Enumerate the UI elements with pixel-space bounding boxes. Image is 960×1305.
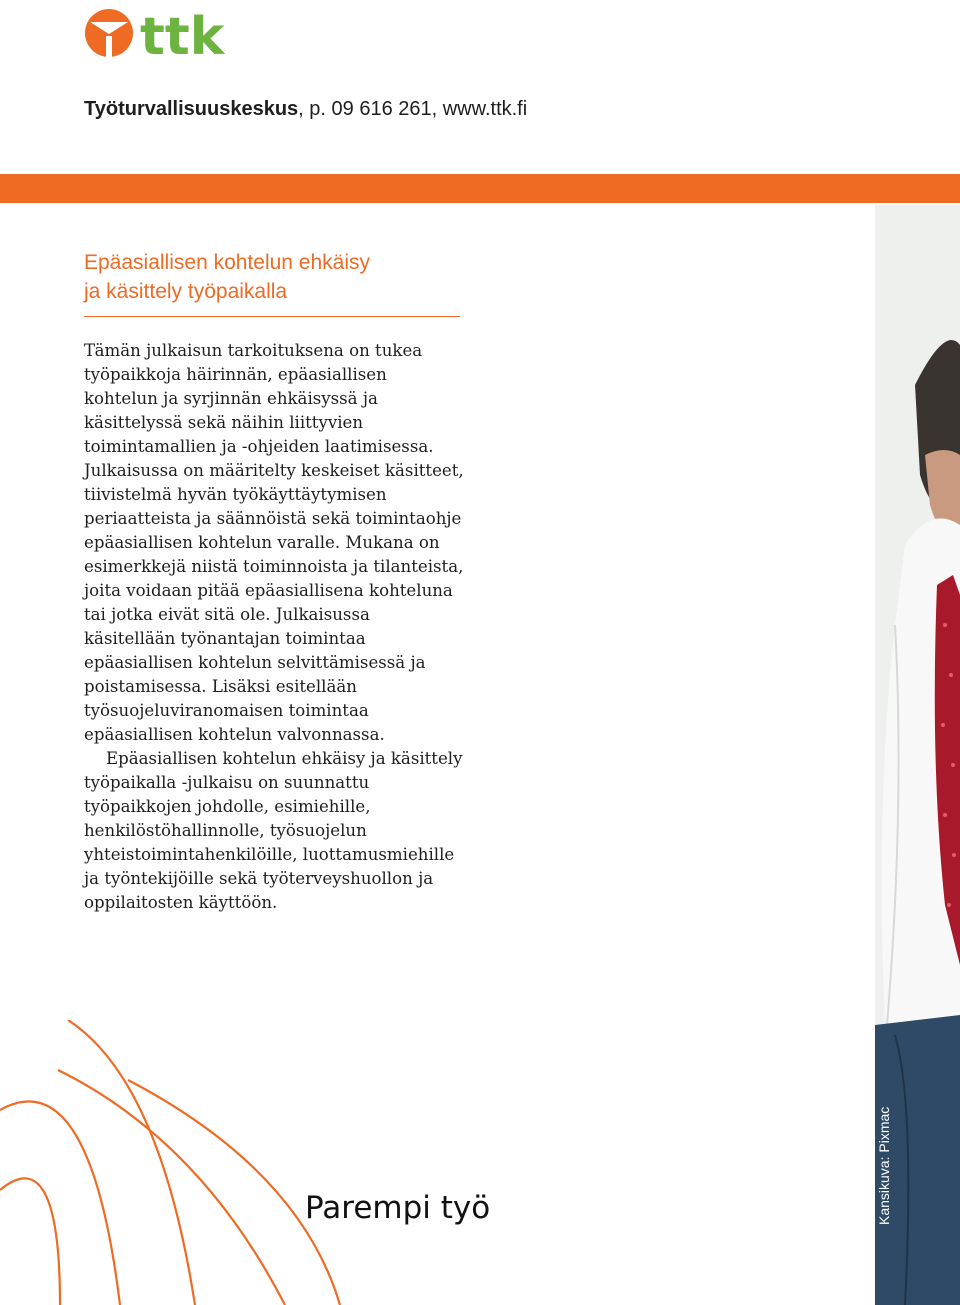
logo-wordmark: ttk [140,7,225,62]
description [84,339,464,915]
arc-3 [68,1020,195,1305]
ttk-logo-mark [84,6,234,62]
photo-credit: Kansikuva: Pixmac [876,1106,892,1225]
contact-line [84,98,527,121]
decorative-arcs [0,1020,480,1305]
arc-2 [0,1178,60,1305]
publication-title [84,248,484,306]
title-line-2: ja käsittely työpaikalla [84,280,288,303]
description-paragraph-2: Epäasiallisen kohtelun ehkäisy ja käsittely työpaikalla -julkaisu on suunnattu työpaikkojen johdolle, esimiehille, henkilöstöhallinnolle, työsuojelun yhteistoimintahenkilöille, luottamusmiehille ja työntekijöille sekä työterveyshuollon ja oppilaitosten käyttöön. [84,749,463,912]
org-name: Työturvallisuuskeskus [84,98,299,120]
title-line-1: Epäasiallisen kohtelun ehkäisy [84,251,371,274]
description-paragraph-1: Tämän julkaisun tarkoituksena on tukea työpaikkoja häirinnän, epäasiallisen kohtelun ja syrjinnän ehkäisyssä ja käsittelyssä sekä näihin liittyvien toimintamallien ja -ohjeiden laatimisessa. Julkaisussa on määritelty keskeiset käsitteet, tiivistelmä hyvän työkäyttäytymisen periaatteista ja säännöistä sekä toimintaohje epäasiallisen kohtelun varalle. Mukana on esimerkkejä niistä toiminnoista ja tilanteista, joita voidaan pitää epäasiallisena kohteluna tai jotka eivät sitä ole. Julkaisussa käsitellään työnantajan toimintaa epäasiallisen kohtelun selvittämisessä ja poistamisessa. Lisäksi esitellään työsuojeluviranomaisen toimintaa epäasiallisen kohtelun valvonnassa. [84,341,464,744]
slogan: Parempi työ [305,1190,491,1226]
title-divider [84,316,460,317]
contact-details: , p. 09 616 261, www.ttk.fi [298,98,528,120]
ttk-logo [84,6,234,62]
orange-band [0,174,960,203]
